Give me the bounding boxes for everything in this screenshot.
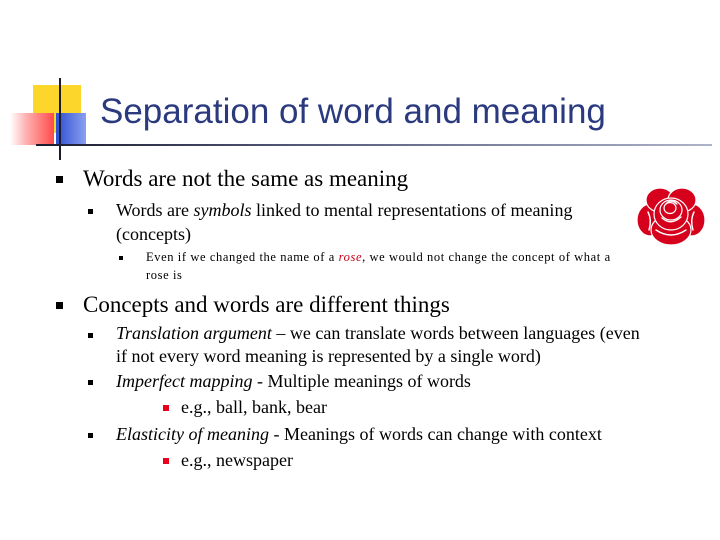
point-2-text: Concepts and words are different things [83,292,450,317]
point-2-2-post: - Multiple meanings of words [252,371,471,391]
point-2-1-line2: if not every word meaning is represented by a single word) [116,346,541,366]
point-2-2-emphasis: Imperfect mapping [116,371,253,391]
point-1-1-pre: Words are [116,200,194,220]
point-1-1-line1 [116,200,572,221]
point-1-1-post: linked to mental representations of meaning [251,200,573,220]
point-2-1-line1 [116,323,640,344]
point-1-1-1-line1 [146,250,611,265]
bullet-marker [56,302,63,309]
point-2-2-1-text: e.g., ball, bank, bear [181,397,327,417]
point-2-3-1-text: e.g., newspaper [181,450,293,470]
slide-title: Separation of word and meaning [100,92,606,131]
point-2-3-line1 [116,424,602,445]
title-underline [36,144,712,146]
decor-red-gradient [10,113,54,145]
point-2-3-post: - Meanings of words can change with context [268,424,602,444]
point-2-3-emphasis: Elasticity of meaning [116,424,269,444]
point-1-1-emphasis: symbols [193,200,252,220]
bullet-marker [163,458,169,464]
bullet-marker [119,256,123,260]
bullet-marker [56,176,63,183]
bullet-marker [88,333,93,338]
point-1-1-line2: (concepts) [116,224,191,244]
decor-vertical-line [59,78,61,160]
bullet-marker [88,209,93,214]
point-1-text: Words are not the same as meaning [83,166,409,191]
bullet-marker [88,433,93,438]
bullet-marker [163,405,169,411]
point-1-1-1-pre: Even if we changed the name of a [146,250,339,264]
rose-icon [636,186,706,246]
point-1-1-1-post: , we would not change the concept of what a [362,250,611,264]
point-1-1-1-line2: rose is [146,268,183,282]
point-2-1-emphasis: Translation argument [116,323,272,343]
point-2-2-line1 [116,371,471,392]
point-1-1-1-emphasis: rose [338,250,363,264]
point-2-1-post: – we can translate words between languages (even [271,323,640,343]
bullet-marker [88,380,93,385]
